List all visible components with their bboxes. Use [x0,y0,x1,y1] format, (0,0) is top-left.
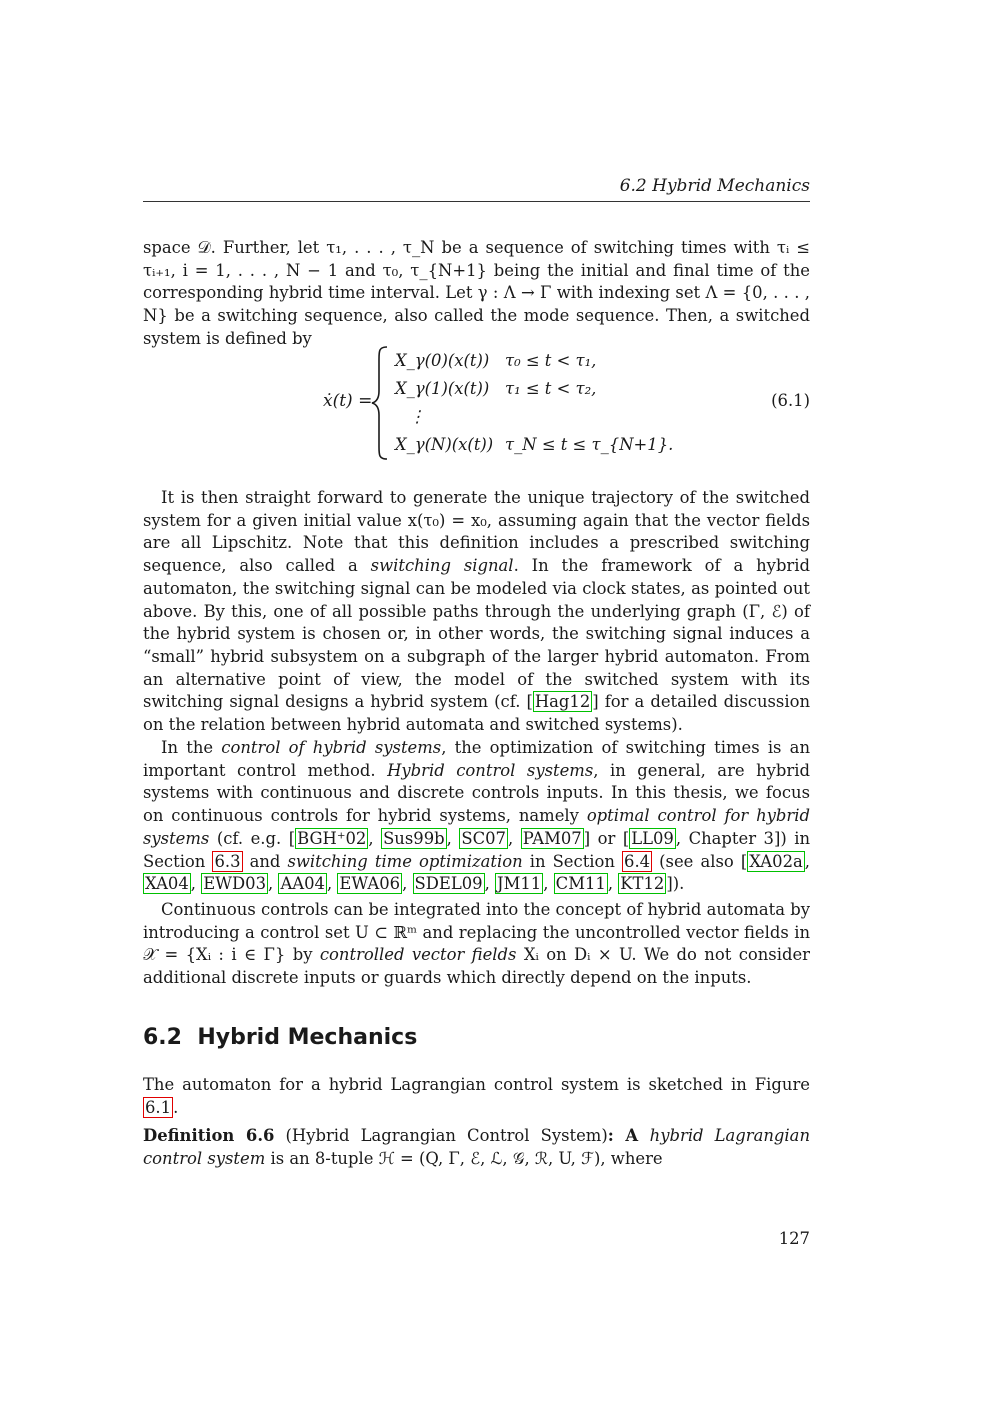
header-rule [143,201,810,202]
paragraph-control: In the control of hybrid systems, the optimization of switching times is an important control method. Hybrid control systems, in general, are hybrid systems with continuous and discrete controls inputs. In this thesis, we focus on continuous controls for hybrid systems, namely optimal control for hybrid systems (cf. e.g. [ BGH⁺02 , Sus99b , SC07 , PAM07 ] or [ LL09 , Chapter 3]) in Section 6.3 and switching time optimization in Section 6.4 (see also [ XA02a , XA04 , EWD03 , AA04 , EWA06 , SDEL09 , JM11 , CM11 , KT12 ]). [143,738,811,894]
section-ref-link[interactable]: 6.3 [214,851,241,871]
citation-link[interactable]: EWA06 [339,874,401,894]
citation-link[interactable]: Sus99b [383,828,445,848]
equation-lhs: ẋ(t) = [323,391,373,411]
citation-link[interactable]: XA04 [145,874,189,894]
paragraph-intro [143,237,810,351]
citation-link[interactable]: PAM07 [522,828,582,848]
equation-case: X_γ(1)(x(t)) τ₁ ≤ t < τ₂, [395,379,597,398]
section-number: 6.2 [143,1025,182,1050]
citation-link[interactable]: KT12 [620,874,665,894]
citation-link[interactable]: SDEL09 [414,874,483,894]
citation-link[interactable]: AA04 [280,874,325,894]
definition-label: Definition 6.6 [143,1126,275,1145]
citation-link[interactable]: Hag12 [534,692,591,712]
definition-6-6: Definition 6.6 (Hybrid Lagrangian Control System): A hybrid Lagrangian control system is an 8-tuple ℋ = (Q, Γ, ℰ, ℒ, 𝒢, ℛ, U, ℱ), where [143,1126,810,1168]
paragraph-intro-text: space 𝒟. Further, let τ₁, . . . , τ_N be a sequence of switching times with τᵢ ≤ τᵢ₊₁, i = 1, . . . , N − 1 and τ₀, τ_{N+1} being the initial and final time of the corresponding hybrid time interval. Let γ : Λ → Γ with indexing set Λ = {0, . . . , N} be a switching sequence, also called the mode sequence. Then, a switched system is defined by [143,238,810,348]
paragraph-switched-system: It is then straight forward to generate the unique trajectory of the switched system for a given initial value x(τ₀) = x₀, assuming again that the vector fields are all Lipschitz. Note that this definition includes a prescribed switching sequence, also called a switching signal. In the framework of a hybrid automaton, the switching signal can be modeled via clock states, as pointed out above. By this, one of all possible paths through the underlying graph (Γ, ℰ) of the hybrid system is chosen or, in other words, the switching signal induces a “small” hybrid subsystem on a subgraph of the larger hybrid automaton. From an alternative point of view, the model of the switched system with its switching signal designs a hybrid system (cf. [ Hag12 ] for a detailed discussion on the relation between hybrid automata and switched systems). [143,488,811,735]
equation-case: X_γ(N)(x(t)) τ_N ≤ t ≤ τ_{N+1}. [395,435,674,454]
citation-link[interactable]: BGH⁺02 [297,828,367,848]
equation-number: (6.1) [771,391,810,410]
left-brace-icon [371,345,391,461]
section-title-text: Hybrid Mechanics [197,1025,418,1050]
citation-link[interactable]: EWD03 [203,874,267,894]
equation-cases [395,347,673,459]
paragraph-automaton: The automaton for a hybrid Lagrangian control system is sketched in Figure 6.1 . [143,1075,810,1117]
equation-case: X_γ(0)(x(t)) τ₀ ≤ t < τ₁, [395,351,597,370]
section-ref-link[interactable]: 6.4 [624,851,651,871]
citation-link[interactable]: XA02a [749,851,803,871]
citation-link[interactable]: SC07 [461,828,506,848]
section-heading [143,1025,417,1050]
citation-link[interactable]: LL09 [631,828,674,848]
figure-ref-link[interactable]: 6.1 [145,1097,172,1117]
running-head: 6.2 Hybrid Mechanics [619,176,810,196]
definition-name: (Hybrid Lagrangian Control System) [285,1126,608,1145]
equation-6-1 [143,345,810,463]
paragraph-continuous-controls: Continuous controls can be integrated into the concept of hybrid automata by introducing a control set U ⊂ ℝᵐ and replacing the uncontrolled vector fields in 𝒳 = {Xᵢ : i ∈ Γ} by controlled vector fields Xᵢ on Dᵢ × U. We do not consider additional discrete inputs or guards which directly depend on the inputs. [143,900,810,988]
equation-case-ellipsis: ⋮ [409,407,426,426]
citation-link[interactable]: JM11 [497,874,542,894]
page-number: 127 [778,1229,810,1248]
citation-link[interactable]: CM11 [555,874,606,894]
